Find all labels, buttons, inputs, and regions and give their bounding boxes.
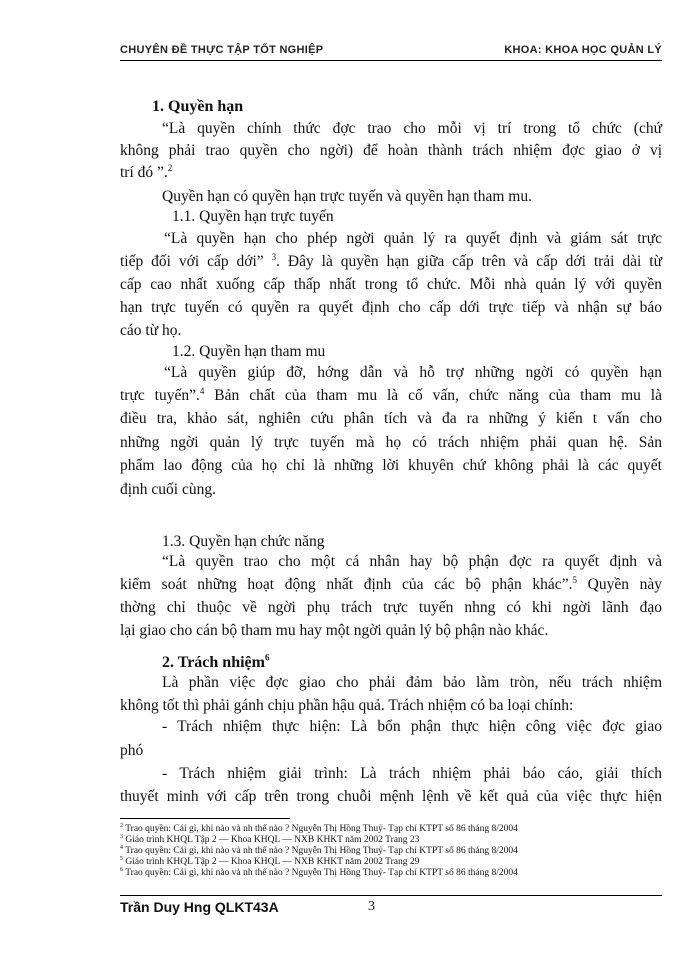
s13-l1: “Là quyền trao cho một cá nhân hay bộ phận đợc ra quyết định và [162,553,662,570]
s2-l5: - Trách nhiệm giải trình: Là trách nhiệm phải báo cáo, giải thích [162,765,662,782]
s1-l3: trí đó ”. [120,164,168,181]
subsection-1-3-heading: 1.3. Quyền hạn chức năng [162,533,325,550]
section-1-line: không phải trao quyền cho ngời) để hoàn thành trách nhiệm đợc giao ở vị [120,142,662,159]
footnote-number: 2 [120,822,123,829]
subsection-1-2-heading: 1.2. Quyền hạn tham mu [172,343,326,360]
header-right: KHOA: KHOA HỌC QUẢN LÝ [504,44,662,56]
footnote-ref: 5 [572,574,577,585]
subsection-1-1-line: cấp cao nhất xuống cấp thấp nhất trong tổ chức. Mỗi nhà quản lý với quyền [120,276,662,293]
section-2-line [120,714,662,740]
subsection-1-1-line: cáo từ họ. [120,322,182,339]
footnote-separator [120,818,290,819]
footer-rule [120,895,662,896]
footnote-text: Trao quyền: Cái gì, khi nào và nh thế nào ? Nguyễn Thị Hồng Thuỷ- Tạp chí KTPT số 86 tháng 8/2004 [123,868,518,878]
s13-l2a: kiểm soát những hoạt động nhất định của các bộ phận khác”. [120,576,573,593]
section-1-heading: 1. Quyền hạn [152,98,244,115]
s2-heading-text: 2. Trách nhiệm [162,654,265,671]
header-left: CHUYÊN ĐỀ THỰC TẬP TỐT NGHIỆP [120,44,324,56]
footnote-number: 5 [120,855,123,862]
subsection-1-1-line: hạn trực tuyến có quyền ra quyết định cho cấp dới trực tiếp và nhận sự báo [120,299,662,316]
subsection-1-3-line: lại giao cho cán bộ tham mu hay một ngời quản lý bộ phận nào khác. [120,622,549,639]
s11-l2a: tiếp đối với cấp dới” [120,253,272,270]
footnote-ref: 3 [271,251,277,262]
page-number: 3 [368,899,375,914]
footnote [120,824,518,834]
footnote [120,835,419,845]
s11-l2b: . Đây là quyền hạn giữa cấp trên và cấp dới trải dài từ [276,253,662,270]
s12-l1: “Là quyền giúp đỡ, hớng dẫn và hỗ trợ những ngời có quyền hạn [164,364,662,381]
footnote-text: Giáo trình KHQL Tập 2 — Khoa KHQL — NXB KHKT năm 2002 Trang 23 [123,835,420,845]
footnote-text: Trao quyền: Cái gì, khi nào và nh thế nào ? Nguyễn Thị Hồng Thuỷ- Tạp chí KTPT số 86 tháng 8/2004 [123,846,518,856]
footnote [120,857,419,867]
footnote-text: Trao quyền: Cái gì, khi nào và nh thế nào ? Nguyễn Thị Hồng Thuỷ- Tạp chí KTPT số 86 tháng 8/2004 [123,824,518,834]
footnote-text: Giáo trình KHQL Tập 2 — Khoa KHQL — NXB KHKT năm 2002 Trang 29 [123,857,420,867]
subsection-1-2-line: định cuối cùng. [120,481,216,498]
footnote-number: 4 [120,844,123,851]
s12-l2b: Bản chất của tham mu là cố vấn, chức năng của tham mu là [204,387,662,404]
section-2-line: không tốt thì phải gánh chịu phần hậu quả. Trách nhiệm có ba loại chính: [120,697,574,714]
section-2-line: thuyết minh với cấp trên trong chuỗi mệnh lệnh về kết quả của việc thực hiện [120,788,662,805]
footnote [120,868,518,878]
s2-l3: - Trách nhiệm thực hiện: Là bổn phận thực hiện công việc đợc giao [162,718,662,735]
subsection-1-1-heading: 1.1. Quyền hạn trực tuyến [172,208,334,225]
subsection-1-3-line: thờng chỉ thuộc về ngời phụ trách trực tuyến nhng có khi ngời lãnh đạo [120,599,662,616]
subsection-1-2-line: những ngời quản lý trực tuyến mà họ có trách nhiệm phải quan hệ. Sản [120,434,662,451]
subsection-1-2-line: điều tra, khảo sát, nghiên cứu phân tích và đa ra những ý kiến t vấn cho [120,410,662,427]
s13-l2b: Quyền này [576,576,662,593]
s2-l1: Là phần việc đợc giao cho phải đảm bảo làm tròn, nếu trách nhiệm [162,674,662,691]
footnote-ref: 2 [167,162,173,173]
section-2-line: phó [120,742,144,759]
page-header [120,44,662,61]
s11-l1: “Là quyền hạn cho phép ngời quản lý ra quyết định và giám sát trực [164,230,662,247]
footnote-ref: 6 [264,652,270,663]
footer-author: Trần Duy Hng QLKT43A [120,899,279,915]
subsection-1-2-line: phẩm lao động của họ chỉ là những lời khuyên chứ không phải là các quyết [120,457,662,474]
footnote-number: 3 [120,833,123,840]
footnote-ref: 4 [199,385,205,396]
s12-l2a: trực tuyến”. [120,387,200,404]
footnote [120,846,518,856]
footnote-number: 6 [120,866,123,873]
section-1-line: Quyền hạn có quyền hạn trực tuyến và quyền hạn tham mu. [162,188,532,205]
section-1-line [120,160,662,186]
s1-l1: “Là quyền chính thức đợc trao cho mỗi vị trí trong tổ chức (chứ [162,120,662,137]
